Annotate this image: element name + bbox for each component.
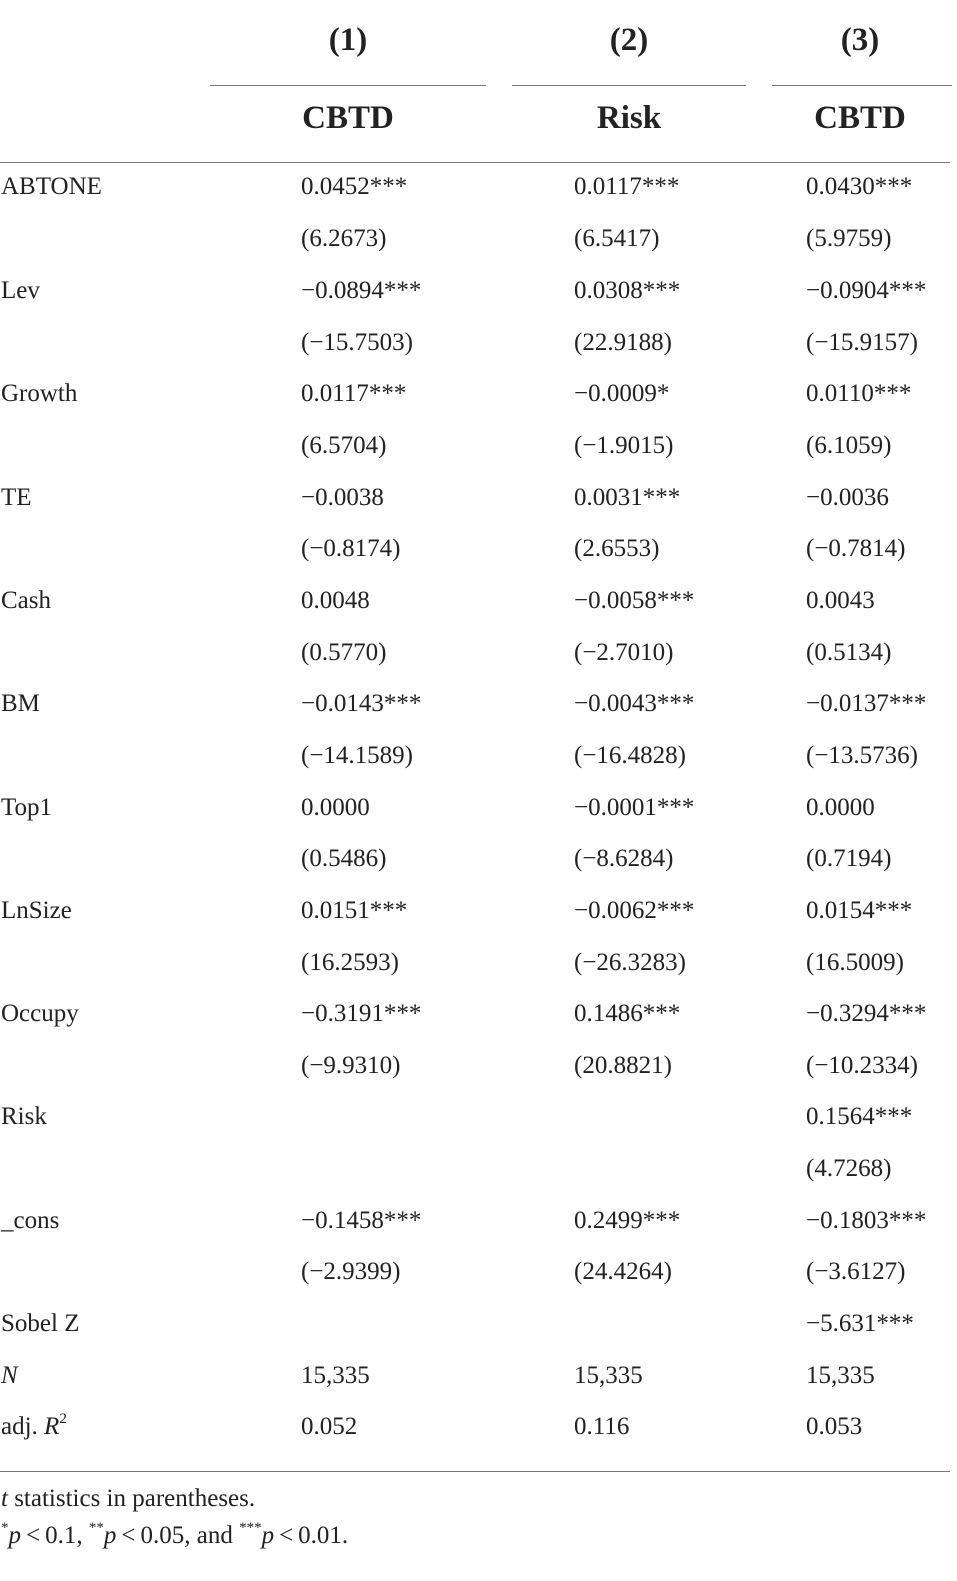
cell-col1: −0.0143*** <box>301 690 422 717</box>
cell-col1: (−9.9310) <box>301 1052 401 1079</box>
col3-variable: CBTD <box>814 100 906 136</box>
cell-col3: (−0.7814) <box>806 535 906 562</box>
n-col2: 15,335 <box>574 1362 643 1389</box>
cell-col2: (2.6553) <box>574 535 660 562</box>
cell-col2: (6.5417) <box>574 225 660 252</box>
col1-variable: CBTD <box>302 100 394 136</box>
cell-col1: (6.2673) <box>301 225 387 252</box>
n-label: N <box>1 1362 18 1389</box>
cell-col2: −0.0009* <box>574 380 670 407</box>
table-row <box>0 627 957 679</box>
cell-col3: 0.0000 <box>806 794 875 821</box>
cell-col1: (−15.7503) <box>301 329 413 356</box>
col2-underline <box>512 85 746 86</box>
cell-col1: (16.2593) <box>301 949 399 976</box>
cell-col2: (−1.9015) <box>574 432 674 459</box>
cell-col3: (−10.2334) <box>806 1052 918 1079</box>
table-row <box>0 472 957 524</box>
row-label: _cons <box>1 1207 60 1234</box>
col2-number: (2) <box>609 22 649 58</box>
note-text: statistics in parentheses. <box>7 1485 256 1512</box>
cell-col2: 0.0308*** <box>574 277 681 304</box>
cell-col2: (−26.3283) <box>574 949 686 976</box>
col1-number: (1) <box>328 22 368 58</box>
cell-col1: −0.0038 <box>301 484 384 511</box>
cell-col3: 0.0154*** <box>806 897 913 924</box>
n-col3: 15,335 <box>806 1362 875 1389</box>
sig-p-2: p <box>103 1522 117 1549</box>
row-label: Sobel Z <box>1 1310 80 1337</box>
cell-col3: 0.0043 <box>806 587 875 614</box>
cell-col1: 0.0117*** <box>301 380 407 407</box>
row-label: Lev <box>1 277 40 304</box>
t-symbol: t <box>1 1485 8 1512</box>
table-row-adj-r2 <box>0 1401 957 1453</box>
r-superscript: 2 <box>59 1410 67 1427</box>
cell-col3: −0.3294*** <box>806 1000 927 1027</box>
row-label: LnSize <box>1 897 72 924</box>
table-row <box>0 161 957 213</box>
table-row <box>0 368 957 420</box>
note-t-statistics <box>1 1485 255 1513</box>
table-row <box>0 1040 957 1092</box>
sig-text-3: < 0.01. <box>274 1522 349 1549</box>
cell-col2: 0.1486*** <box>574 1000 681 1027</box>
cell-col2: −0.0001*** <box>574 794 695 821</box>
col2-variable: Risk <box>596 100 662 136</box>
table-row <box>0 265 957 317</box>
cell-col2: −0.0062*** <box>574 897 695 924</box>
cell-col3: −0.1803*** <box>806 1207 927 1234</box>
row-label: TE <box>1 484 32 511</box>
cell-col3: (0.5134) <box>806 639 892 666</box>
cell-col1: −0.3191*** <box>301 1000 422 1027</box>
cell-col1: 0.0452*** <box>301 173 408 200</box>
cell-col1: (0.5770) <box>301 639 387 666</box>
cell-col3: (4.7268) <box>806 1155 892 1182</box>
table-row <box>0 885 957 937</box>
adj-r2-col1: 0.052 <box>301 1413 358 1440</box>
table-row <box>0 575 957 627</box>
cell-col2: (24.4264) <box>574 1258 672 1285</box>
cell-col1: 0.0000 <box>301 794 370 821</box>
sig-star-3: *** <box>239 1519 262 1536</box>
sig-p-3: p <box>261 1522 275 1549</box>
table-row <box>0 937 957 989</box>
table-row <box>0 782 957 834</box>
cell-col3: 0.1564*** <box>806 1103 913 1130</box>
table-row <box>0 420 957 472</box>
cell-col3: (6.1059) <box>806 432 892 459</box>
cell-col3: −0.0036 <box>806 484 889 511</box>
row-label: Occupy <box>1 1000 79 1027</box>
table-row <box>0 213 957 265</box>
cell-col1: 0.0151*** <box>301 897 408 924</box>
sig-star-1: * <box>1 1519 9 1536</box>
table-row <box>0 1246 957 1298</box>
cell-col1: −0.0894*** <box>301 277 422 304</box>
r-symbol: R <box>44 1413 60 1440</box>
cell-col2: 0.0031*** <box>574 484 681 511</box>
cell-col1: (−14.1589) <box>301 742 413 769</box>
cell-col3: (16.5009) <box>806 949 904 976</box>
table-row <box>0 1298 957 1350</box>
col3-number: (3) <box>840 22 880 58</box>
sig-star-2: ** <box>88 1519 104 1536</box>
table-row <box>0 523 957 575</box>
cell-col3: −0.0137*** <box>806 690 927 717</box>
col3-underline <box>772 85 952 86</box>
table-bottom-rule <box>0 1471 950 1472</box>
cell-col2: 0.2499*** <box>574 1207 681 1234</box>
cell-col3: (−13.5736) <box>806 742 918 769</box>
cell-col2: 0.0117*** <box>574 173 680 200</box>
row-label: ABTONE <box>1 173 102 200</box>
table-row <box>0 833 957 885</box>
cell-col2: (20.8821) <box>574 1052 672 1079</box>
cell-col3: (−3.6127) <box>806 1258 906 1285</box>
table-row <box>0 730 957 782</box>
cell-col1: (−0.8174) <box>301 535 401 562</box>
row-label: Growth <box>1 380 78 407</box>
cell-col2: (−2.7010) <box>574 639 674 666</box>
adj-r2-col3: 0.053 <box>806 1413 863 1440</box>
row-label: Risk <box>1 1103 47 1130</box>
cell-col1: (−2.9399) <box>301 1258 401 1285</box>
cell-col3: (−15.9157) <box>806 329 918 356</box>
cell-col3: −5.631*** <box>806 1310 914 1337</box>
cell-col3: −0.0904*** <box>806 277 927 304</box>
table-row <box>0 988 957 1040</box>
cell-col3: (5.9759) <box>806 225 892 252</box>
row-label: Cash <box>1 587 51 614</box>
n-col1: 15,335 <box>301 1362 370 1389</box>
adj-r2-label <box>1 1401 67 1453</box>
cell-col2: (−16.4828) <box>574 742 686 769</box>
row-label: BM <box>1 690 40 717</box>
sig-text-2: < 0.05, and <box>116 1522 240 1549</box>
cell-col2: (22.9188) <box>574 329 672 356</box>
cell-col1: (0.5486) <box>301 845 387 872</box>
table-row <box>0 1091 957 1143</box>
table-row <box>0 1195 957 1247</box>
cell-col3: 0.0110*** <box>806 380 912 407</box>
table-row <box>0 1143 957 1195</box>
table-row-n <box>0 1350 957 1402</box>
cell-col2: −0.0043*** <box>574 690 695 717</box>
cell-col1: 0.0048 <box>301 587 370 614</box>
cell-col1: (6.5704) <box>301 432 387 459</box>
cell-col1: −0.1458*** <box>301 1207 422 1234</box>
table-row <box>0 678 957 730</box>
row-label: Top1 <box>1 794 53 821</box>
cell-col2: −0.0058*** <box>574 587 695 614</box>
cell-col2: (−8.6284) <box>574 845 674 872</box>
sig-text-1: < 0.1, <box>21 1522 89 1549</box>
sig-p-1: p <box>8 1522 21 1549</box>
adj-r2-col2: 0.116 <box>574 1413 630 1440</box>
cell-col3: 0.0430*** <box>806 173 913 200</box>
cell-col3: (0.7194) <box>806 845 892 872</box>
table-row <box>0 317 957 369</box>
col1-underline <box>210 85 486 86</box>
adj-prefix: adj. <box>1 1413 45 1440</box>
note-significance <box>1 1519 349 1550</box>
